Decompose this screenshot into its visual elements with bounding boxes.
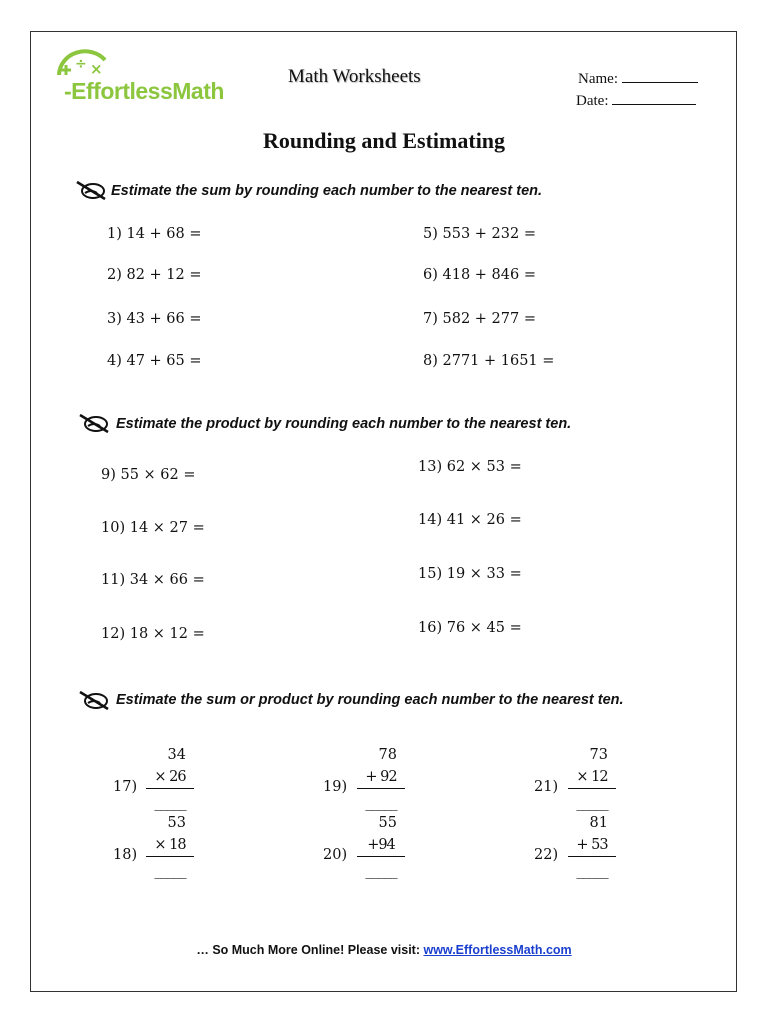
problem-13: 13) 62 × 53 =	[418, 459, 522, 475]
problem-17-answer-blank: _____	[154, 795, 186, 811]
problem-20-top: 55	[378, 815, 397, 831]
logo-wordmark: -EffortlessMath	[64, 78, 224, 104]
problem-18-bottom: × 18	[154, 837, 186, 853]
problem-19-top: 78	[378, 747, 397, 763]
problem-17-top: 34	[167, 747, 186, 763]
problem-4: 4) 47 + 65 =	[107, 353, 202, 369]
pencil-icon	[78, 689, 112, 711]
problem-21-rule	[568, 788, 616, 789]
problem-15: 15) 19 × 33 =	[418, 566, 522, 582]
problem-1: 1) 14 + 68 =	[107, 226, 202, 242]
name-blank-line	[622, 70, 698, 83]
footer	[0, 943, 768, 957]
problem-21-answer-blank: _____	[576, 795, 608, 811]
problem-17-label: 17)	[113, 779, 138, 795]
problem-18-top: 53	[167, 815, 186, 831]
problem-2: 2) 82 + 12 =	[107, 267, 202, 283]
problem-11: 11) 34 × 66 =	[101, 572, 205, 588]
instruction-product: Estimate the product by rounding each number to the nearest ten.	[116, 416, 572, 432]
problem-12: 12) 18 × 12 =	[101, 626, 205, 642]
worksheet-title: Math Worksheets	[288, 66, 421, 87]
pencil-icon	[75, 179, 109, 201]
problem-3: 3) 43 + 66 =	[107, 311, 202, 327]
problem-20-rule	[357, 856, 405, 857]
problem-22-bottom: + 53	[576, 837, 608, 853]
website-link[interactable]: www.EffortlessMath.com	[423, 943, 572, 957]
instruction-sum: Estimate the sum by rounding each number to the nearest ten.	[111, 183, 543, 199]
instruction-sum-or-product: Estimate the sum or product by rounding each number to the nearest ten.	[116, 692, 624, 708]
problem-8: 8) 2771 + 1651 =	[423, 353, 555, 369]
problem-21-top: 73	[589, 747, 608, 763]
problem-18-rule	[146, 856, 194, 857]
svg-text:×: ×	[90, 60, 103, 78]
problem-19-answer-blank: _____	[365, 795, 397, 811]
problem-22-top: 81	[589, 815, 608, 831]
name-field: Name:	[578, 70, 698, 88]
problem-20-answer-blank: _____	[365, 863, 397, 879]
problem-16: 16) 76 × 45 =	[418, 620, 522, 636]
svg-text:÷: ÷	[75, 56, 87, 72]
problem-5: 5) 553 + 232 =	[423, 226, 536, 242]
date-field: Date:	[576, 92, 696, 110]
problem-19-bottom: + 92	[365, 769, 397, 785]
footer-text: … So Much More Online! Please visit:	[196, 943, 424, 957]
problem-21-label: 21)	[534, 779, 559, 795]
problem-22-rule	[568, 856, 616, 857]
date-blank-line	[612, 92, 696, 105]
problem-21-bottom: × 12	[576, 769, 608, 785]
problem-18-label: 18)	[113, 847, 138, 863]
problem-17-bottom: × 26	[154, 769, 186, 785]
problem-20-bottom: +94	[367, 837, 395, 853]
problem-14: 14) 41 × 26 =	[418, 512, 522, 528]
problem-10: 10) 14 × 27 =	[101, 520, 205, 536]
problem-19-rule	[357, 788, 405, 789]
page-title: Rounding and Estimating	[262, 128, 506, 153]
problem-7: 7) 582 + 277 =	[423, 311, 536, 327]
problem-18-answer-blank: _____	[154, 863, 186, 879]
problem-20-label: 20)	[323, 847, 348, 863]
problem-6: 6) 418 + 846 =	[423, 267, 536, 283]
pencil-icon	[78, 412, 112, 434]
problem-17-rule	[146, 788, 194, 789]
problem-22-answer-blank: _____	[576, 863, 608, 879]
problem-19-label: 19)	[323, 779, 348, 795]
problem-9: 9) 55 × 62 =	[101, 467, 196, 483]
problem-22-label: 22)	[534, 847, 559, 863]
